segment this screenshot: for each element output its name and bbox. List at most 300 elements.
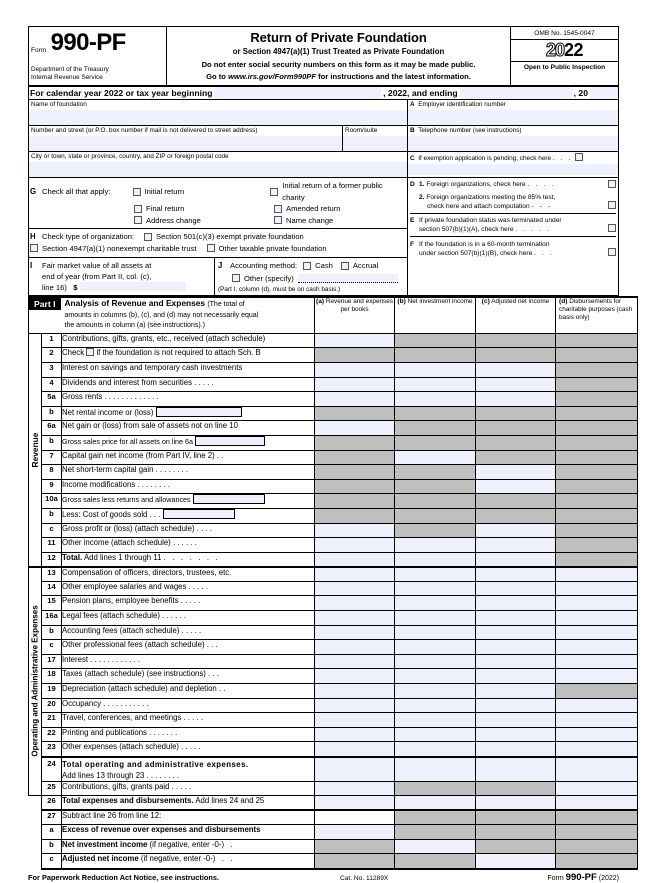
cell-11a[interactable] [315, 538, 395, 553]
j-option-cash[interactable] [303, 260, 333, 272]
row-number: c [42, 523, 62, 538]
tax-year-ending-label: , 2022, and ending [383, 88, 458, 98]
gross-sales-less-returns-input[interactable] [193, 494, 265, 504]
cell-18a[interactable] [315, 669, 395, 684]
cell-18c[interactable] [476, 669, 556, 684]
cell-16ab[interactable] [395, 611, 476, 626]
cell-17c[interactable] [476, 654, 556, 669]
cell-16ba[interactable] [315, 625, 395, 640]
cell-27ac [476, 825, 556, 840]
initial-return-former-charity-checkbox[interactable] [270, 188, 278, 196]
cell-16bb[interactable] [395, 625, 476, 640]
ein-field[interactable] [408, 100, 618, 126]
row-number: 15 [42, 596, 62, 611]
cell-27ca [315, 854, 395, 869]
cell-10cc[interactable] [476, 523, 556, 538]
ein-key: A [410, 101, 415, 108]
section-g-row-2 [30, 203, 405, 215]
section-e-key: E [410, 217, 415, 224]
row-number: 17 [42, 654, 62, 669]
cell-21b[interactable] [395, 713, 476, 728]
sch-b-not-required-checkbox[interactable] [86, 348, 94, 356]
cell-21c[interactable] [476, 713, 556, 728]
cell-14c[interactable] [476, 581, 556, 596]
row-number: 6a [42, 421, 62, 436]
omb-block [510, 27, 618, 85]
form-subtitle: or Section 4947(a)(1) Trust Treated as Private Foundation [232, 47, 445, 56]
cell-12b[interactable] [395, 552, 476, 567]
sixty-month-termination-checkbox[interactable] [608, 248, 616, 256]
cell-10ad [556, 494, 638, 509]
table-row [29, 654, 638, 669]
net-rental-income-input[interactable] [156, 407, 242, 417]
initial-return-former-charity-label: Initial return of a former public charity [282, 181, 383, 202]
column-b-key: (b) [397, 298, 406, 305]
tax-year-end-suffix: , 20 [573, 88, 588, 98]
cell-5aa[interactable] [315, 392, 395, 407]
cell-16bc[interactable] [476, 625, 556, 640]
cell-15a[interactable] [315, 596, 395, 611]
room-suite-label: Room/suite [343, 126, 407, 136]
cell-4b[interactable] [395, 377, 476, 392]
h-option-other-taxable[interactable] [207, 243, 327, 255]
gross-sales-price-input[interactable] [195, 436, 265, 446]
cell-27bb[interactable] [395, 839, 476, 854]
accrual-method-checkbox[interactable] [341, 262, 349, 270]
cell-23a[interactable] [315, 742, 395, 757]
name-of-foundation-label: Name of foundation [29, 100, 407, 110]
cell-16ac[interactable] [476, 611, 556, 626]
section-f-text [419, 240, 604, 258]
other-method-label: Other (specify) [244, 273, 294, 283]
exemption-dots: . . . [552, 155, 573, 162]
cell-14b[interactable] [395, 581, 476, 596]
cell-27aa[interactable] [315, 825, 395, 840]
h-option-501c3[interactable] [144, 231, 304, 243]
cell-22b[interactable] [395, 727, 476, 742]
table-row [29, 494, 638, 509]
cell-5bc [476, 406, 556, 421]
g-option-address-change[interactable] [134, 215, 274, 227]
table-row [29, 567, 638, 582]
h-option-4947a1[interactable] [30, 243, 197, 255]
cell-8c[interactable] [476, 465, 556, 480]
footer-form-number: 990-PF [565, 871, 597, 883]
cell-6bb [395, 435, 476, 450]
table-row [29, 625, 638, 640]
table-row [29, 479, 638, 494]
row-number: 1 [42, 333, 62, 348]
part-1-header-row [29, 297, 638, 333]
section-f-key: F [410, 241, 415, 248]
part-1-flag: Part I [29, 298, 61, 310]
department-line-2: Internal Revenue Service [31, 74, 103, 81]
cell-6bc [476, 435, 556, 450]
section-j-row-1 [218, 260, 405, 272]
cell-16cc[interactable] [476, 640, 556, 655]
section-g-key: G [30, 186, 37, 196]
cell-13c[interactable] [476, 567, 556, 582]
cell-4a[interactable] [315, 377, 395, 392]
cell-3c[interactable] [476, 362, 556, 377]
omb-number: OMB No. 1545-0047 [511, 27, 618, 40]
cell-11b[interactable] [395, 538, 476, 553]
cell-13d[interactable] [556, 567, 638, 582]
cell-6ac [476, 421, 556, 436]
identification-column [408, 100, 618, 177]
j-option-other[interactable] [232, 273, 294, 285]
other-method-checkbox[interactable] [232, 274, 240, 282]
table-row [29, 333, 638, 348]
row-number: 24 [42, 757, 62, 782]
name-of-foundation-field[interactable] [29, 100, 407, 126]
cell-5ac[interactable] [476, 392, 556, 407]
cell-24a[interactable] [315, 757, 395, 782]
g-option-name-change[interactable] [274, 215, 333, 227]
table-row [29, 727, 638, 742]
row-number: 20 [42, 698, 62, 713]
section-h-label: Check type of organization: [42, 232, 135, 241]
foreign-orgs-label: Foreign organizations, check here [426, 181, 526, 188]
street-row [29, 126, 407, 152]
section-g [29, 178, 407, 229]
section-d-key: D [410, 181, 415, 188]
column-header-d [556, 297, 638, 333]
section-d-item-1 [410, 179, 616, 192]
row-10a-label: Gross sales less returns and allowances [62, 495, 191, 505]
goto-label: Go to [206, 72, 226, 81]
cash-method-checkbox[interactable] [303, 262, 311, 270]
fair-market-value-input[interactable] [80, 282, 186, 291]
row-number: 3 [42, 362, 62, 377]
cell-23d[interactable] [556, 742, 638, 757]
accounting-method-label: Accounting method: [230, 261, 298, 270]
cell-3a[interactable] [315, 362, 395, 377]
cell-17d[interactable] [556, 654, 638, 669]
cell-26c[interactable] [476, 796, 556, 811]
j-option-accrual[interactable] [341, 260, 378, 272]
cell-26d[interactable] [556, 796, 638, 811]
cell-14d[interactable] [556, 581, 638, 596]
row-description: Net short-term capital gain . . . . . . . . [62, 465, 315, 480]
section-g-row-1 [30, 180, 405, 203]
cell-12a[interactable] [315, 552, 395, 567]
cell-16ca[interactable] [315, 640, 395, 655]
part-1-table [28, 296, 638, 870]
table-row [29, 698, 638, 713]
cell-27cc[interactable] [476, 854, 556, 869]
table-row [29, 611, 638, 626]
city-state-zip-field[interactable] [29, 152, 407, 177]
revenue-side-label: Revenue [30, 432, 40, 468]
row-description: Compensation of officers, directors, trustees, etc. [62, 567, 315, 582]
g-option-initial-return[interactable] [133, 186, 271, 198]
cell-27bc [476, 839, 556, 854]
row-number: 21 [42, 713, 62, 728]
row-number: 14 [42, 581, 62, 596]
cell-20a[interactable] [315, 698, 395, 713]
other-taxable-checkbox[interactable] [207, 244, 215, 252]
amended-return-label: Amended return [286, 204, 341, 213]
amended-return-checkbox[interactable] [274, 205, 282, 213]
row-24-title: Total operating and administrative expenses. [62, 759, 249, 769]
foreign-85-test-line2: check here and attach computation [427, 203, 530, 210]
exemption-pending-checkbox[interactable] [575, 153, 583, 161]
row-description: Total expenses and disbursements. Add lines 24 and 25 [62, 796, 315, 811]
open-to-public-inspection: Open to Public Inspection [523, 64, 606, 71]
cell-24b[interactable] [395, 757, 476, 782]
cell-21d[interactable] [556, 713, 638, 728]
spacer-cell [29, 839, 42, 854]
cell-25d[interactable] [556, 781, 638, 796]
section-f [410, 237, 616, 260]
cell-17a[interactable] [315, 654, 395, 669]
row-description: Other expenses (attach schedule) . . . . . [62, 742, 315, 757]
cell-3d [556, 362, 638, 377]
table-row [29, 377, 638, 392]
part-1-title-cell [29, 297, 315, 333]
cell-12c[interactable] [476, 552, 556, 567]
sixty-month-termination-line2: under section 507(b)(1)(B), check here [419, 250, 533, 257]
table-row [29, 538, 638, 553]
row-description: Accounting fees (attach schedule) . . . . . [62, 625, 315, 640]
column-a-text: Revenue and expenses per books [325, 298, 393, 313]
initial-return-checkbox[interactable] [133, 188, 141, 196]
form-number: 990-PF [50, 29, 126, 56]
cell-27bd [556, 839, 638, 854]
row-description [62, 406, 315, 421]
table-row [29, 362, 638, 377]
row-5b-label: Net rental income or (loss) [62, 407, 154, 417]
cell-26b[interactable] [395, 796, 476, 811]
cell-11c[interactable] [476, 538, 556, 553]
row-description: Gross rents . . . . . . . . . . . . . [62, 392, 315, 407]
cell-20b[interactable] [395, 698, 476, 713]
cell-16aa[interactable] [315, 611, 395, 626]
tax-year-value: 22 [564, 40, 584, 60]
cell-2b [395, 348, 476, 363]
cell-9c[interactable] [476, 479, 556, 494]
exemption-pending-label-row [408, 152, 618, 164]
cell-17b[interactable] [395, 654, 476, 669]
tax-year-ending-input[interactable] [460, 87, 572, 99]
row-27b-label: Net investment income [62, 839, 148, 849]
section-e [410, 214, 616, 236]
section-e-text [419, 216, 604, 234]
section-d-item-2 [410, 192, 616, 213]
form-990pf [28, 26, 633, 883]
cell-16cd[interactable] [556, 640, 638, 655]
cell-22c[interactable] [476, 727, 556, 742]
section-i-dollar-sign: $ [73, 283, 78, 292]
cell-24c[interactable] [476, 757, 556, 782]
sixty-month-termination-dots: . . . [534, 250, 554, 257]
section-i-key: I [30, 261, 33, 270]
g-option-amended-return[interactable] [274, 203, 340, 215]
row-description [62, 435, 315, 450]
cell-1d [556, 333, 638, 348]
row-description: Capital gain net income (from Part IV, line 2) . . [62, 450, 315, 465]
website-notice [169, 72, 508, 81]
foreign-orgs-dots: . . . . [527, 181, 556, 188]
section-i-line-3: line 16) [42, 283, 67, 292]
cell-20d[interactable] [556, 698, 638, 713]
table-row [29, 781, 638, 796]
row-description: Subtract line 26 from line 12: [62, 810, 315, 825]
part-1-title-bold: Analysis of Revenue and Expenses [64, 298, 206, 308]
cell-6ad [556, 421, 638, 436]
cell-9d [556, 479, 638, 494]
cell-3b[interactable] [395, 362, 476, 377]
row-26-total-label: Total expenses and disbursements. [62, 796, 194, 806]
table-row [29, 757, 638, 782]
cell-10ca[interactable] [315, 523, 395, 538]
row-number: 13 [42, 567, 62, 582]
section-501c3-label: Section 501(c)(3) exempt private foundation [156, 232, 304, 241]
other-method-input[interactable] [298, 274, 398, 283]
cell-15d[interactable] [556, 596, 638, 611]
row-24-subtext: Add lines 13 through 23 . . . . . . . . [62, 770, 180, 780]
foundation-info-column [29, 100, 408, 177]
other-taxable-label: Other taxable private foundation [218, 243, 327, 253]
cell-27b [395, 810, 476, 825]
cell-22a[interactable] [315, 727, 395, 742]
exemption-pending-field [408, 152, 618, 175]
row-description: Other professional fees (attach schedule) . . . [62, 640, 315, 655]
cell-18b[interactable] [395, 669, 476, 684]
row-number: 7 [42, 450, 62, 465]
table-row [29, 669, 638, 684]
row-description: Other employee salaries and wages . . . . . [62, 581, 315, 596]
cost-of-goods-sold-input[interactable] [163, 509, 235, 519]
cell-25a[interactable] [315, 781, 395, 796]
row-number: 2 [42, 348, 62, 363]
section-j-key: J [218, 261, 223, 270]
row-description [62, 757, 315, 782]
cell-2d [556, 348, 638, 363]
cell-25b [395, 781, 476, 796]
table-row [29, 450, 638, 465]
cell-7a [315, 450, 395, 465]
cell-15c[interactable] [476, 596, 556, 611]
cell-16cb[interactable] [395, 640, 476, 655]
cell-13b[interactable] [395, 567, 476, 582]
table-row [29, 465, 638, 480]
cell-13a[interactable] [315, 567, 395, 582]
foreign-85-test-dots: - - - [531, 203, 553, 210]
final-return-checkbox[interactable] [134, 205, 142, 213]
row-number: b [42, 435, 62, 450]
cell-24d[interactable] [556, 757, 638, 782]
cell-22d[interactable] [556, 727, 638, 742]
telephone-field[interactable] [408, 126, 618, 152]
cell-27a [315, 810, 395, 825]
cell-4d [556, 377, 638, 392]
cell-19c[interactable] [476, 684, 556, 699]
cell-20c[interactable] [476, 698, 556, 713]
cell-5ab[interactable] [395, 392, 476, 407]
cell-19a[interactable] [315, 684, 395, 699]
row-number: 26 [42, 796, 62, 811]
foreign-organizations-checkbox[interactable] [608, 180, 616, 188]
section-h-row-2 [30, 243, 405, 255]
cell-2c [476, 348, 556, 363]
cell-10bb [395, 508, 476, 523]
table-row [29, 552, 638, 567]
footer-form-word: Form [547, 874, 564, 882]
row-number: 27 [42, 810, 62, 825]
cell-27c [476, 810, 556, 825]
name-change-checkbox[interactable] [274, 216, 282, 224]
table-row [29, 348, 638, 363]
sections-i-j [29, 258, 407, 295]
cell-27cb [395, 854, 476, 869]
row-description: Other income (attach schedule) . . . . . . [62, 538, 315, 553]
cell-15b[interactable] [395, 596, 476, 611]
cell-16bd[interactable] [556, 625, 638, 640]
tax-year-end-input[interactable] [590, 87, 618, 99]
cell-6aa[interactable] [315, 421, 395, 436]
revenue-side-label-cell [29, 333, 42, 567]
column-a-key: (a) [316, 298, 325, 305]
sections-d-e-f [408, 178, 618, 295]
table-row [29, 392, 638, 407]
goto-suffix: for instructions and the latest information. [318, 72, 471, 81]
table-row [29, 810, 638, 825]
g-option-final-return[interactable] [134, 203, 274, 215]
row-description: Income modifications . . . . . . . . [62, 479, 315, 494]
cell-21a[interactable] [315, 713, 395, 728]
row-description: Net gain or (loss) from sale of assets not on line 10 [62, 421, 315, 436]
section-501c3-checkbox[interactable] [144, 233, 152, 241]
table-row [29, 406, 638, 421]
cell-7c [476, 450, 556, 465]
cell-6ab [395, 421, 476, 436]
section-i-line-2: end of year (from Part II, col. (c), [42, 272, 152, 281]
section-d-item1-text [419, 180, 604, 190]
irs-url[interactable]: www.irs.gov/Form990PF [228, 72, 316, 81]
g-option-initial-return-former-charity[interactable] [270, 180, 405, 203]
street-address-field[interactable] [29, 126, 343, 151]
cell-4c[interactable] [476, 377, 556, 392]
cell-7b[interactable] [395, 450, 476, 465]
row-number: 8 [42, 465, 62, 480]
section-h [29, 229, 407, 258]
row-description: Adjusted net income (if negative, enter -0-) . . [62, 854, 315, 869]
cash-basis-note: (Part I, column (d), must be on cash basis.) [218, 286, 341, 293]
tax-year-beginning-input[interactable] [214, 87, 381, 99]
ein-label: Employer identification number [418, 101, 506, 108]
row-description [62, 825, 315, 840]
cell-10cb [395, 523, 476, 538]
address-change-checkbox[interactable] [134, 216, 142, 224]
cell-19b[interactable] [395, 684, 476, 699]
cell-5bd [556, 406, 638, 421]
cell-23b[interactable] [395, 742, 476, 757]
cell-14a[interactable] [315, 581, 395, 596]
terminated-status-checkbox[interactable] [608, 224, 616, 232]
section-4947a1-checkbox[interactable] [30, 244, 38, 252]
cell-16ad[interactable] [556, 611, 638, 626]
cell-26a[interactable] [315, 796, 395, 811]
cell-1a[interactable] [315, 333, 395, 348]
cell-8b [395, 465, 476, 480]
room-suite-field[interactable] [343, 126, 407, 151]
cell-23c[interactable] [476, 742, 556, 757]
cell-18d[interactable] [556, 669, 638, 684]
foreign-85-test-checkbox[interactable] [608, 201, 616, 209]
table-row [29, 839, 638, 854]
